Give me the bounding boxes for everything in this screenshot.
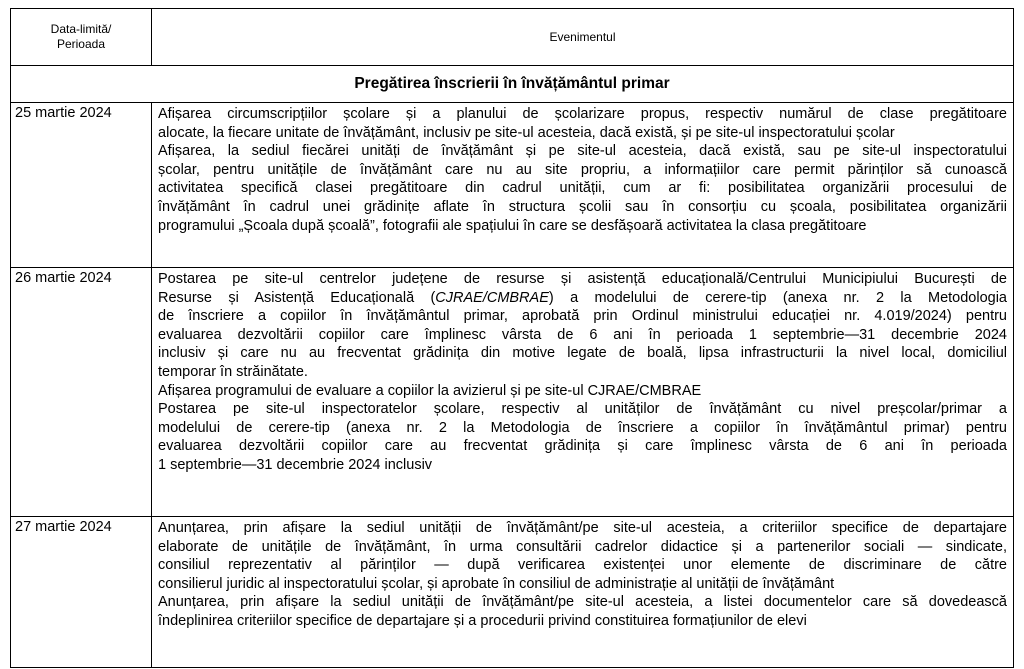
text-line: consilierul juridic al inspectoratului școlar, și aprobate în consiliul de administrație al unității de învățământ <box>158 575 835 592</box>
header-row <box>11 9 1014 66</box>
section-title: Pregătirea înscrierii în învățământul primar <box>11 66 1014 103</box>
event-cell <box>152 268 1014 517</box>
header-event: Evenimentul <box>152 9 1014 66</box>
text-line: alocate, la fiecare unitate de învățământ, inclusiv pe site-ul acesteia, dacă există, și pe site-ul inspectoratului școlar <box>158 124 895 141</box>
header-date <box>11 9 152 66</box>
text-line: evaluarea dezvoltării copiilor care împlinesc vârsta de 6 ani în perioada 1 septembrie—31 decembrie 2024 <box>158 326 1007 343</box>
schedule-table <box>10 8 1014 668</box>
text-part: ) a modelului de cerere-tip (anexa nr. 2 la Metodologia <box>548 289 1007 306</box>
text-line: consiliul reprezentativ al părinților — după verificarea existenței unor elemente de discriminare de către <box>158 557 1007 574</box>
text-line: elaborate de unitățile de învățământ, în urma consultării cadrelor didactice și a partenerilor sociali — sindicate, <box>158 538 1007 555</box>
text-line: de înscriere a copiilor în învățământul primar, aprobată prin Ordinul ministrului educației nr. 4.019/2024) pentru <box>158 308 1007 325</box>
text-line: învățământ în cadrul unei grădinițe aflate în structura școlii sau în consorțiu cu școala, posibilitatea organizării <box>158 198 1007 215</box>
section-row <box>11 66 1014 103</box>
text-line: activitatea specifică clasei pregătitoare din cadrul unității, cum ar fi: posibilitatea organizării procesului de <box>158 180 1007 197</box>
text-line: 1 septembrie—31 decembrie 2024 inclusiv <box>158 456 433 473</box>
text-part: Resurse și Asistență Educațională ( <box>158 289 436 306</box>
date-cell: 26 martie 2024 <box>11 268 152 517</box>
table-row <box>11 268 1014 517</box>
date-cell: 27 martie 2024 <box>11 517 152 668</box>
text-line <box>158 289 1007 308</box>
table-row <box>11 103 1014 268</box>
text-line: temporar în străinătate. <box>158 363 308 380</box>
text-line: evaluarea dezvoltării copiilor care au frecventat grădinița și care împlinesc vârsta de 6 ani în perioada <box>158 438 1007 455</box>
header-date-line: Data-limită/ <box>50 22 112 36</box>
text-line: îndeplinirea criteriilor specifice de departajare și a procedurii privind constituirea formațiunilor de elevi <box>158 612 807 629</box>
text-line: Afișarea programului de evaluare a copiilor la avizierul și pe site-ul CJRAE/CMBRAE <box>158 382 702 399</box>
text-line: inclusiv și care nu au frecventat grădinița din motive legate de boală, lipsa infrastructurii la nivel local, domiciliul <box>158 345 1007 362</box>
text-line: Anunțarea, prin afișare la sediul unității de învățământ/pe site-ul acesteia, a criteriilor specifice de departajare <box>158 520 1007 536</box>
text-line: programului „Școala după școală”, fotografii ale spațiului în care se desfășoară activitatea la clasa pregătitoare <box>158 217 867 234</box>
text-line: școlar, pentru unitățile de învățământ care nu au site propriu, a informațiilor care permit părinților să cunoască <box>158 161 1007 178</box>
date-cell: 25 martie 2024 <box>11 103 152 268</box>
header-date-line: Perioada <box>56 37 106 51</box>
text-line: Postarea pe site-ul centrelor județene de resurse și asistență educațională/Centrului Municipiului București de <box>158 271 1007 287</box>
abbreviation: CJRAE/CMBRAE <box>435 289 549 306</box>
text-line: Afișarea circumscripțiilor școlare și a planului de școlarizare propus, respectiv numărul de clase pregătitoare <box>158 106 1007 122</box>
text-line: Anunțarea, prin afișare la sediul unității de învățământ/pe site-ul acesteia, a listei documentelor care să dovedească <box>158 594 1007 611</box>
table-row <box>11 517 1014 668</box>
text-line: Postarea pe site-ul inspectoratelor școlare, respectiv al unităților de învățământ cu nivel preșcolar/primar a <box>158 401 1007 418</box>
event-cell <box>152 517 1014 668</box>
text-line: modelului de cerere-tip (anexa nr. 2 la Metodologia de înscriere a copiilor în învățământul primar) pentru <box>158 419 1007 436</box>
text-line: Afișarea, la sediul fiecărei unități de învățământ și pe site-ul acesteia, dacă există, sau pe site-ul inspectoratului <box>158 143 1007 160</box>
event-cell <box>152 103 1014 268</box>
